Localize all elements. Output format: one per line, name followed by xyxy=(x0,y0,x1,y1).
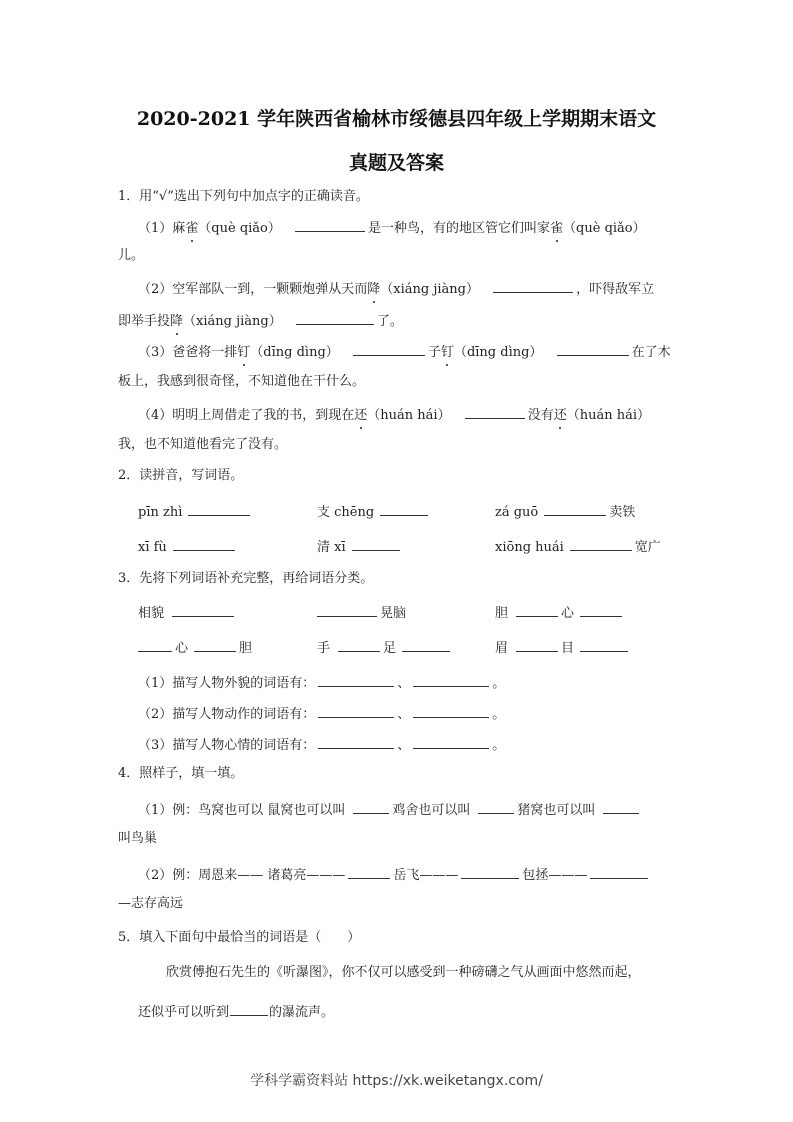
q3-r2-c1 xyxy=(138,637,252,658)
q3-blank[interactable] xyxy=(318,672,394,687)
q1-item1-pinyin: （què qiǎo） xyxy=(198,221,281,236)
q2-pinyin: xiōng huái xyxy=(495,540,564,555)
q2-blank[interactable] xyxy=(173,536,235,551)
q3-end: 。 xyxy=(492,707,506,722)
q4-text: 猪窝也可以叫 xyxy=(517,803,596,818)
q1-item1-blank1[interactable] xyxy=(295,217,365,232)
q2-blank[interactable] xyxy=(352,536,400,551)
q1-item2-blank1[interactable] xyxy=(493,278,573,293)
q1-item4-dotted-char2: 还 xyxy=(553,408,567,423)
q2-pinyin: 支 chēng xyxy=(317,505,375,520)
q1-item2-pinyin2: （xiáng jiàng） xyxy=(183,314,282,329)
q3-blank[interactable] xyxy=(318,703,394,718)
q4-text: 岳飞——— xyxy=(393,868,459,883)
q3-blank[interactable] xyxy=(413,672,489,687)
q4-example1 xyxy=(138,799,642,820)
q1-item2-cont-text: 即举手投 xyxy=(118,314,171,329)
document-title-line1: 2020-2021 学年陕西省榆林市绥德县四年级上学期期末语文 xyxy=(136,108,657,130)
document-title-line2: 真题及答案 xyxy=(348,152,444,174)
q3-word: 目 xyxy=(561,641,575,656)
q4-blank[interactable] xyxy=(590,864,648,879)
q3-category-label: （1）描写人物外貌的词语有： xyxy=(138,676,316,691)
q3-r2-c2 xyxy=(317,637,453,658)
q1-item2-cont xyxy=(118,310,403,331)
q1-item4-text: （4）明明上周借走了我的书，到现在 xyxy=(138,408,355,423)
q4-blank[interactable] xyxy=(478,799,514,814)
q3-blank[interactable] xyxy=(194,637,236,652)
q2-blank[interactable] xyxy=(570,536,632,551)
q1-item4-dotted-char: 还 xyxy=(354,408,368,423)
q2-r1-c3 xyxy=(495,501,635,522)
q2-blank[interactable] xyxy=(188,501,250,516)
q2-blank[interactable] xyxy=(380,501,428,516)
q1-item3-blank1[interactable] xyxy=(353,341,425,356)
footer-source: 学科学霸资料站 https://xk.weiketangx.com/ xyxy=(250,1073,543,1089)
q3-blank[interactable] xyxy=(172,602,234,617)
q1-item2-text: （2）空军部队一到，一颗颗炮弹从天而 xyxy=(138,282,368,297)
q4-blank[interactable] xyxy=(603,799,639,814)
q1-item3-pinyin2: （dīng dìng） xyxy=(453,345,543,360)
q2-pinyin: pīn zhì xyxy=(138,505,183,520)
q1-item2-dotted-char2: 降 xyxy=(170,314,184,329)
q1-item1-dotted-char: 雀 xyxy=(185,221,199,236)
q3-r1-c3 xyxy=(495,602,625,623)
q3-sep: 、 xyxy=(397,738,411,753)
q1-item3 xyxy=(138,341,671,362)
q2-text: 卖铁 xyxy=(609,505,636,520)
q2-pinyin: 清 xī xyxy=(317,540,346,555)
q1-item1-dotted-char2: 雀 xyxy=(550,221,564,236)
q3-category1 xyxy=(138,672,505,693)
q2-stem: 2．读拼音，写词语。 xyxy=(118,468,244,483)
q1-item3-text: （3）爸爸将一排 xyxy=(138,345,238,360)
q3-blank[interactable] xyxy=(516,602,558,617)
q3-blank[interactable] xyxy=(318,734,394,749)
q3-end: 。 xyxy=(492,676,506,691)
q1-item1-text2: 是一种鸟，有的地区管它们叫家 xyxy=(368,221,551,236)
q3-word: 心 xyxy=(175,641,189,656)
q5-passage-line2 xyxy=(138,1001,334,1022)
q4-text: 包拯——— xyxy=(522,868,588,883)
q3-word: 心 xyxy=(561,606,575,621)
q3-blank[interactable] xyxy=(338,637,380,652)
q3-blank[interactable] xyxy=(580,637,628,652)
q3-stem: 3．先将下列词语补充完整，再给词语分类。 xyxy=(118,571,374,586)
q2-r2-c2 xyxy=(317,536,403,557)
q4-text: （1）例：鸟窝也可以 鼠窝也可以叫 xyxy=(138,803,346,818)
q1-item3-blank2[interactable] xyxy=(557,341,629,356)
q2-r2-c1 xyxy=(138,536,238,557)
q3-word: 晃脑 xyxy=(380,606,407,621)
q1-stem: 1．用“√”选出下列句中加点字的正确读音。 xyxy=(118,189,369,204)
q3-word: 手 xyxy=(317,641,331,656)
q4-example2 xyxy=(138,864,651,885)
q3-word: 足 xyxy=(383,641,397,656)
q1-item2-pinyin: （xiáng jiàng） xyxy=(380,282,479,297)
q1-item2 xyxy=(138,278,654,299)
q3-word: 胆 xyxy=(239,641,253,656)
q1-item3-text3: 在了木 xyxy=(631,345,671,360)
q4-text: （2）例：周恩来—— 诸葛亮——— xyxy=(138,868,346,883)
q5-passage-line1: 欣赏傅抱石先生的《听瀑图》，你不仅可以感受到一种磅礴之气从画面中悠然而起， xyxy=(166,965,641,980)
q3-blank[interactable] xyxy=(138,637,172,652)
q1-item3-text2: 子 xyxy=(427,345,441,360)
q2-r1-c1 xyxy=(138,501,253,522)
q1-item4-pinyin2: （huán hái） xyxy=(566,408,651,423)
q1-item4 xyxy=(138,404,650,425)
q3-word: 眉 xyxy=(495,641,509,656)
q3-r1-c2 xyxy=(317,602,406,623)
q2-pinyin: zá guō xyxy=(495,505,539,520)
q1-item2-dotted-char: 降 xyxy=(367,282,381,297)
q3-category-label: （3）描写人物心情的词语有： xyxy=(138,738,316,753)
q1-item4-blank1[interactable] xyxy=(465,404,525,419)
q3-word: 相貌 xyxy=(138,606,165,621)
q1-item4-cont: 我，也不知道他看完了没有。 xyxy=(118,437,288,452)
q3-blank[interactable] xyxy=(317,602,377,617)
q1-item1-pinyin2: （què qiǎo） xyxy=(563,221,646,236)
q5-blank[interactable] xyxy=(230,1001,268,1016)
q1-item3-pinyin: （dīng dìng） xyxy=(250,345,339,360)
q3-category2 xyxy=(138,703,505,724)
q5-passage-text: 还似乎可以听到 xyxy=(138,1005,230,1020)
q3-end: 。 xyxy=(492,738,506,753)
q3-blank[interactable] xyxy=(413,703,489,718)
q2-r1-c2 xyxy=(317,501,431,522)
q4-blank[interactable] xyxy=(348,864,390,879)
q1-item1 xyxy=(138,217,646,238)
q1-item2-text2: ，吓得敌军立 xyxy=(576,282,655,297)
q2-pinyin: xī fù xyxy=(138,540,167,555)
q3-blank[interactable] xyxy=(413,734,489,749)
q4-blank[interactable] xyxy=(461,864,519,879)
q3-sep: 、 xyxy=(397,676,411,691)
q3-blank[interactable] xyxy=(402,637,450,652)
q4-blank[interactable] xyxy=(353,799,389,814)
q3-r1-c1 xyxy=(138,602,237,623)
q5-stem: 5．填入下面句中最恰当的词语是（ ） xyxy=(118,930,361,945)
q3-r2-c3 xyxy=(495,637,631,658)
q1-item4-text2: 没有 xyxy=(527,408,554,423)
q1-item2-cont-end: 了。 xyxy=(376,314,403,329)
q2-text: 宽广 xyxy=(634,540,661,555)
q3-blank[interactable] xyxy=(516,637,558,652)
q1-item1-cont: 儿。 xyxy=(118,248,145,263)
q3-category-label: （2）描写人物动作的词语有： xyxy=(138,707,316,722)
q1-item1-text: （1）麻 xyxy=(138,221,186,236)
q2-blank[interactable] xyxy=(544,501,606,516)
q3-category3 xyxy=(138,734,505,755)
q1-item4-pinyin: （huán hái） xyxy=(367,408,451,423)
q4-stem: 4．照样子，填一填。 xyxy=(118,766,244,781)
q4-text: 鸡舍也可以叫 xyxy=(392,803,471,818)
q3-blank[interactable] xyxy=(580,602,622,617)
q1-item3-dotted-char2: 钉 xyxy=(440,345,454,360)
q3-word: 胆 xyxy=(495,606,509,621)
q4-example2-cont: —志存高远 xyxy=(118,896,184,911)
q1-item3-dotted-char: 钉 xyxy=(237,345,251,360)
q1-item3-cont: 板上，我感到很奇怪，不知道他在干什么。 xyxy=(118,374,366,389)
q1-item2-blank2[interactable] xyxy=(296,310,374,325)
q3-sep: 、 xyxy=(397,707,411,722)
q4-example1-cont: 叫鸟巢 xyxy=(118,831,158,846)
q2-r2-c3 xyxy=(495,536,661,557)
q5-passage-text2: 的瀑流声。 xyxy=(269,1005,335,1020)
